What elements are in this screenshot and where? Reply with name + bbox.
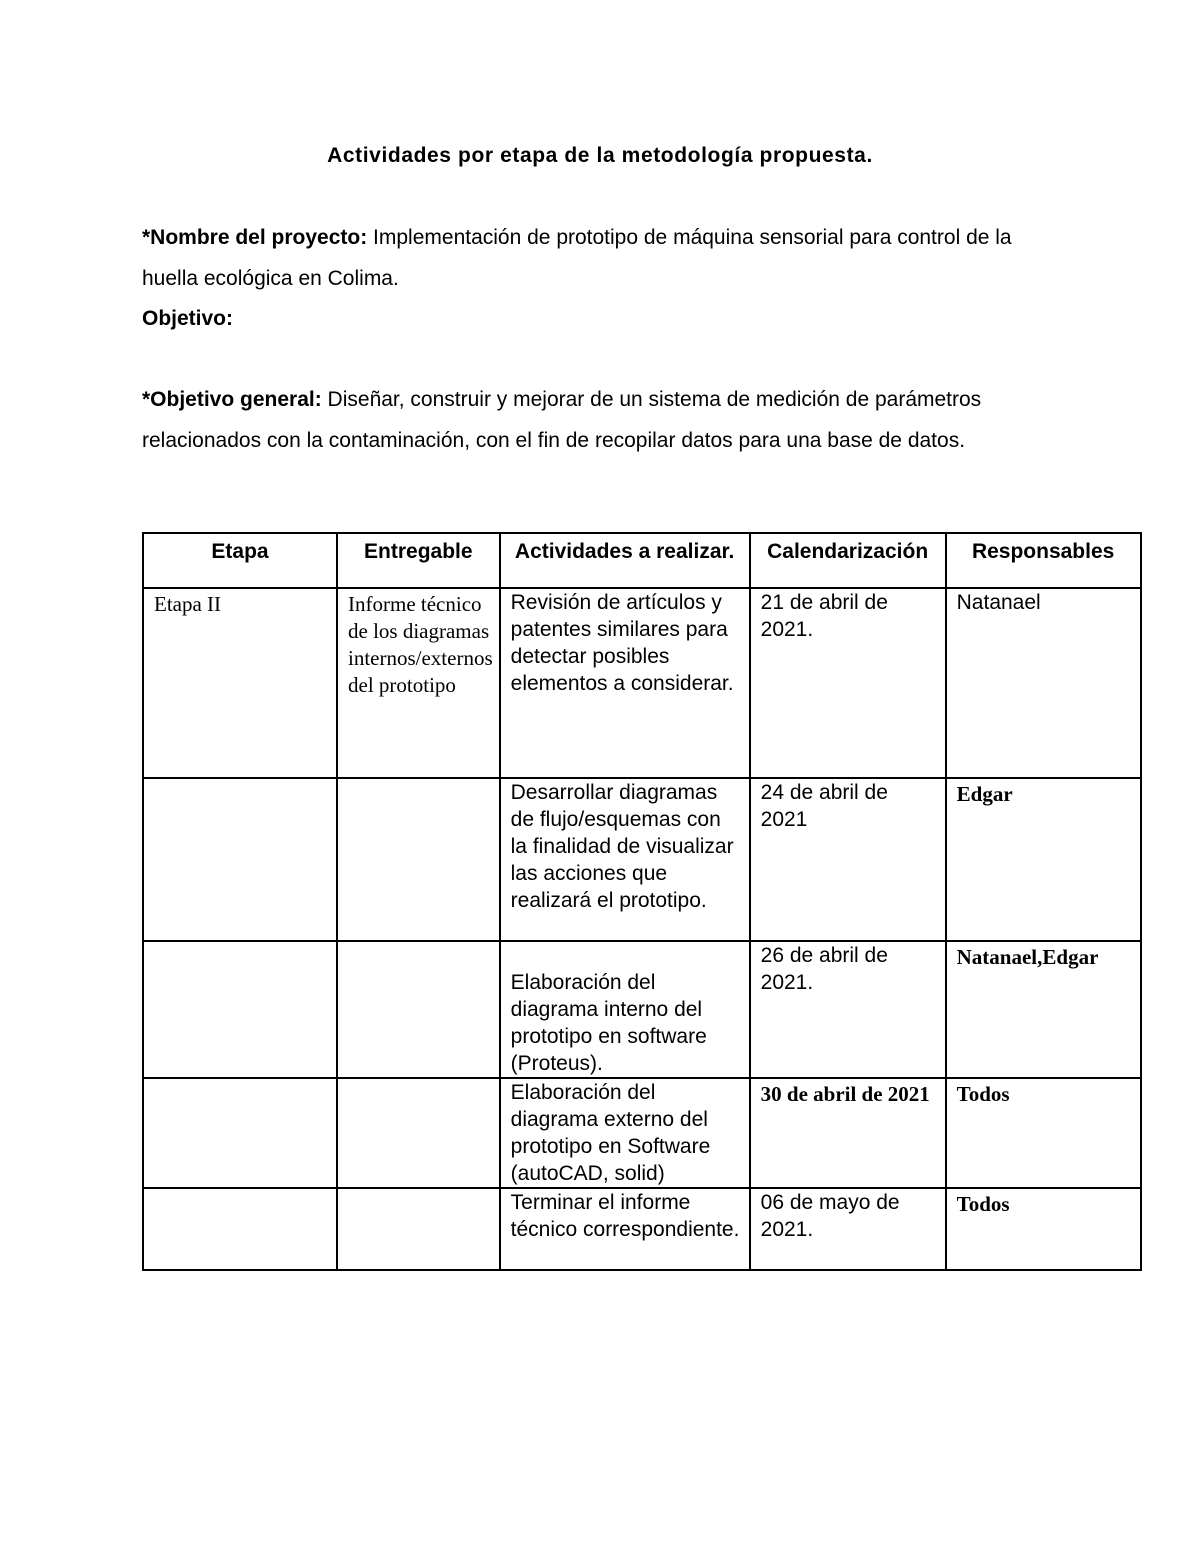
cell-fecha: 26 de abril de 2021. [750, 941, 946, 1078]
project-name-text: Implementación de prototipo de máquina sensorial para control de la huella ecológica en Colima. [142, 226, 1012, 290]
table-header-row [143, 533, 1141, 588]
cell-fecha: 06 de mayo de 2021. [750, 1188, 946, 1270]
cell-responsable: Edgar [946, 778, 1141, 941]
project-name-paragraph [142, 217, 1072, 299]
cell-etapa: Etapa II [143, 588, 337, 778]
objective-heading [142, 298, 1072, 339]
cell-actividad: Terminar el informe técnico correspondiente. [500, 1188, 750, 1270]
header-entregable: Entregable [337, 533, 500, 588]
general-objective-text: Diseñar, construir y mejorar de un sistema de medición de parámetros relacionados con la contaminación, con el fin de recopilar datos para una base de datos. [142, 388, 982, 452]
table-row [143, 1078, 1141, 1188]
project-name-label: *Nombre del proyecto: [142, 226, 368, 249]
cell-entregable [337, 778, 500, 941]
activities-table [142, 532, 1142, 1271]
cell-etapa [143, 1188, 337, 1270]
table-row [143, 1188, 1141, 1270]
cell-actividad: Revisión de artículos y patentes similares para detectar posibles elementos a considerar. [500, 588, 750, 778]
general-objective-paragraph [142, 379, 1072, 461]
header-actividades: Actividades a realizar. [500, 533, 750, 588]
header-responsables: Responsables [946, 533, 1141, 588]
page-title: Actividades por etapa de la metodología propuesta. [327, 144, 873, 167]
cell-etapa [143, 941, 337, 1078]
cell-entregable [337, 1188, 500, 1270]
general-objective-label: *Objetivo general: [142, 388, 322, 411]
cell-entregable [337, 1078, 500, 1188]
cell-entregable [337, 941, 500, 1078]
cell-responsable: Todos [946, 1078, 1141, 1188]
cell-entregable: Informe técnico de los diagramas internos/externos del prototipo [337, 588, 500, 778]
cell-responsable: Natanael [946, 588, 1141, 778]
cell-fecha: 24 de abril de 2021 [750, 778, 946, 941]
cell-fecha: 30 de abril de 2021 [750, 1078, 946, 1188]
header-calendarizacion: Calendarización [750, 533, 946, 588]
objective-label: Objetivo: [142, 307, 234, 330]
cell-actividad-text: Elaboración del diagrama interno del prototipo en software (Proteus). [510, 971, 707, 1075]
cell-etapa [143, 1078, 337, 1188]
cell-actividad: Elaboración del diagrama externo del prototipo en Software (autoCAD, solid) [500, 1078, 750, 1188]
cell-actividad: Desarrollar diagramas de flujo/esquemas con la finalidad de visualizar las acciones que realizará el prototipo. [500, 778, 750, 941]
cell-fecha: 21 de abril de 2021. [750, 588, 946, 778]
table-row [143, 588, 1141, 778]
table-row [143, 941, 1141, 1078]
cell-responsable: Natanael,Edgar [946, 941, 1141, 1078]
cell-etapa [143, 778, 337, 941]
header-etapa: Etapa [143, 533, 337, 588]
table-row [143, 778, 1141, 941]
cell-responsable: Todos [946, 1188, 1141, 1270]
cell-actividad [500, 941, 750, 1078]
